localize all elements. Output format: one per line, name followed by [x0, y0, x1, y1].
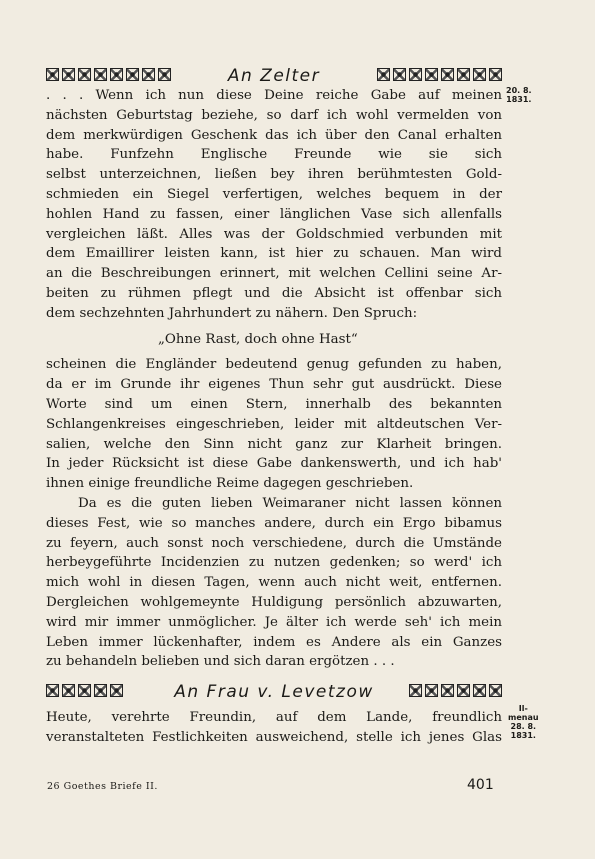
text-line: In jeder Rücksicht ist diese Gabe dankenswerth, und ich hab' [46, 456, 502, 472]
ornament-right [377, 68, 502, 81]
section-heading-zelter [46, 64, 502, 88]
text-line: mich wohl in diesen Tagen, wenn auch nicht weit, entfernen. [46, 575, 502, 591]
text-line: Da es die guten lieben Weimaraner nicht lassen können [78, 495, 502, 511]
section-title: An Frau v. Levetzow [174, 682, 374, 702]
margin-date-year: 1831. [510, 731, 536, 740]
margin-place-date [508, 704, 539, 740]
text-line: selbst unterzeichnen, ließen bey ihren berühmtesten Gold- [46, 167, 502, 183]
text-line: nächsten Geburtstag beziehe, so darf ich wohl vermelden von [46, 107, 502, 123]
text-line: beiten zu rühmen pflegt und die Absicht ist offenbar sich [46, 285, 502, 301]
text-line: Heute, verehrte Freundin, auf dem Lande, freundlich [46, 710, 502, 725]
text-line: dem merkwürdigen Geschenk das ich über den Canal erhalten [46, 127, 502, 143]
text-line: Dergleichen wohlgemeynte Huldigung persönlich abzuwarten, [46, 594, 502, 610]
text-line: zu behandeln belieben und sich daran ergötzen . . . [46, 654, 395, 670]
text-line: an die Beschreibungen erinnert, mit welchen Cellini seine Ar- [46, 266, 502, 282]
margin-date-day: 28. 8. [510, 722, 537, 731]
margin-place-1: Il- [518, 704, 528, 713]
text-line: Leben immer lückenhafter, indem es Andere als ein Ganzes [46, 634, 502, 650]
section-title: An Zelter [227, 66, 321, 86]
margin-date [506, 86, 532, 104]
ornament-left [46, 68, 171, 81]
text-line: scheinen die Engländer bedeutend genug gefunden zu haben, [46, 357, 502, 373]
letter-body-zelter [46, 86, 502, 672]
motto-quote: „Ohne Rast, doch ohne Hast“ [158, 331, 358, 347]
section-heading-levetzow [46, 680, 502, 704]
text-line: zu feyern, auch sonst noch verschiedene, durch die Umstände [46, 535, 502, 551]
margin-date-day: 20. 8. [506, 86, 532, 95]
text-line: Schlangenkreises eingeschrieben, leider mit altdeutschen Ver- [46, 416, 502, 432]
ornament-right [409, 684, 502, 697]
text-line: hohlen Hand zu fassen, einer länglichen Vase sich allenfalls [46, 206, 502, 222]
text-line: herbeygeführte Incidenzien zu nutzen gedenken; so werd' ich [46, 555, 502, 571]
text-line: dem sechzehnten Jahrhundert zu nähern. Den Spruch: [46, 305, 418, 321]
text-line: vergleichen läßt. Alles was der Goldschmied verbunden mit [46, 226, 502, 242]
text-line: schmieden ein Siegel verfertigen, welches bequem in der [46, 186, 502, 202]
ornament-left [46, 684, 123, 697]
text-line: salien, welche den Sinn nicht ganz zur Klarheit bringen. [46, 436, 502, 452]
text-line: dem Emaillirer leisten kann, ist hier zu schauen. Man wird [46, 246, 502, 262]
text-line: dieses Fest, wie so manches andere, durch ein Ergo bibamus [46, 515, 502, 531]
text-line: habe. Funfzehn Englische Freunde wie sie sich [46, 147, 502, 163]
text-line: . . . Wenn ich nun diese Deine reiche Gabe auf meinen [46, 88, 502, 103]
page-number: 401 [467, 777, 494, 793]
letter-body-levetzow [46, 708, 502, 748]
text-line: Worte sind um einen Stern, innerhalb des bekannten [46, 396, 502, 412]
margin-place-2: menau [508, 713, 539, 722]
text-line: da er im Grunde ihr eigenes Thun sehr gut ausdrückt. Diese [46, 377, 502, 393]
text-line: wird mir immer unmöglicher. Je älter ich werde seh' ich mein [46, 614, 502, 630]
text-line: ihnen einige freundliche Reime dagegen geschrieben. [46, 476, 414, 492]
text-line: veranstalteten Festlichkeiten ausweichend, stelle ich jenes Glas [46, 729, 502, 745]
footer-signature: 26 Goethes Briefe II. [47, 781, 158, 792]
margin-date-year: 1831. [506, 95, 532, 104]
